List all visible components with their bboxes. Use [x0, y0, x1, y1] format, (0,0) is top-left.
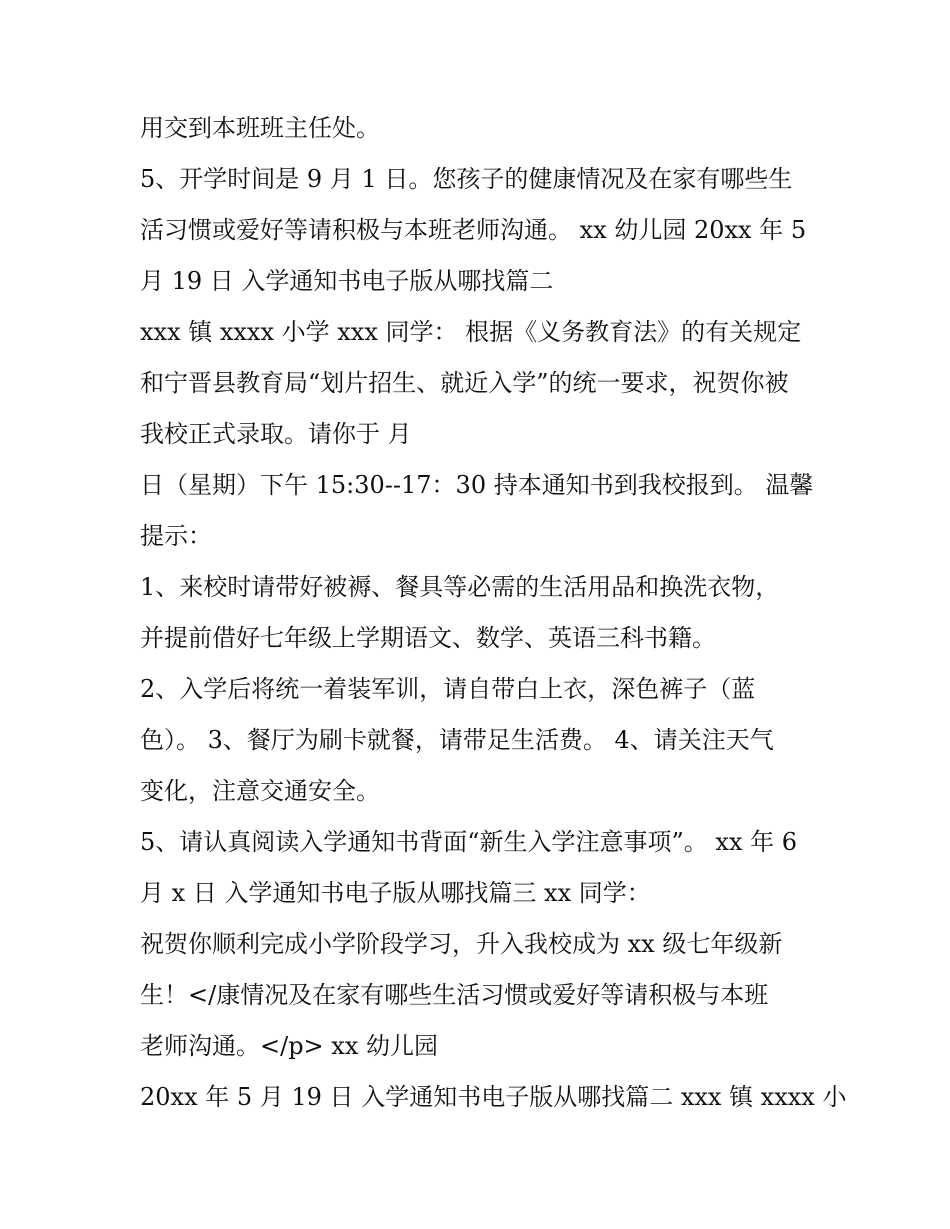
- text-line: 用交到本班班主任处。: [140, 114, 380, 142]
- text-line: 色）。 3、餐厅为刷卡就餐，请带足生活费。 4、请关注天气: [140, 726, 774, 754]
- text-line: 祝贺你顺利完成小学阶段学习，升入我校成为 xx 级七年级新: [140, 930, 783, 958]
- text-line: 活习惯或爱好等请积极与本班老师沟通。 xx 幼儿园 20xx 年 5: [140, 216, 807, 244]
- text-line: 5、请认真阅读入学通知书背面“新生入学注意事项”。 xx 年 6: [140, 828, 798, 856]
- text-line: 提示：: [140, 522, 212, 550]
- document-body: [140, 103, 847, 1123]
- text-line: 并提前借好七年级上学期语文、数学、英语三科书籍。: [140, 624, 716, 652]
- text-line: 月 x 日 入学通知书电子版从哪找篇三 xx 同学：: [140, 879, 651, 907]
- text-line: 变化，注意交通安全。: [140, 777, 380, 805]
- text-line: 月 19 日 入学通知书电子版从哪找篇二: [140, 267, 554, 295]
- text-line: 20xx 年 5 月 19 日 入学通知书电子版从哪找篇二 xxx 镇 xxxx 小: [140, 1083, 847, 1111]
- text-line: 老师沟通。</p> xx 幼儿园: [140, 1032, 438, 1060]
- text-line: 生！</康情况及在家有哪些生活习惯或爱好等请积极与本班: [140, 981, 769, 1009]
- text-line: 5、开学时间是 9 月 1 日。您孩子的健康情况及在家有哪些生: [140, 165, 793, 193]
- text-line: 我校正式录取。请你于 月: [140, 420, 412, 448]
- text-line: 日（星期）下午 15:30--17：30 持本通知书到我校报到。 温馨: [140, 471, 814, 499]
- text-line: 和宁晋县教育局“划片招生、就近入学”的统一要求，祝贺你被: [140, 369, 789, 397]
- text-line: 1、来校时请带好被褥、餐具等必需的生活用品和换洗衣物，: [140, 573, 780, 601]
- text-line: 2、入学后将统一着装军训，请自带白上衣，深色裤子（蓝: [140, 675, 756, 703]
- text-line: xxx 镇 xxxx 小学 xxx 同学： 根据《义务教育法》的有关规定: [140, 318, 802, 346]
